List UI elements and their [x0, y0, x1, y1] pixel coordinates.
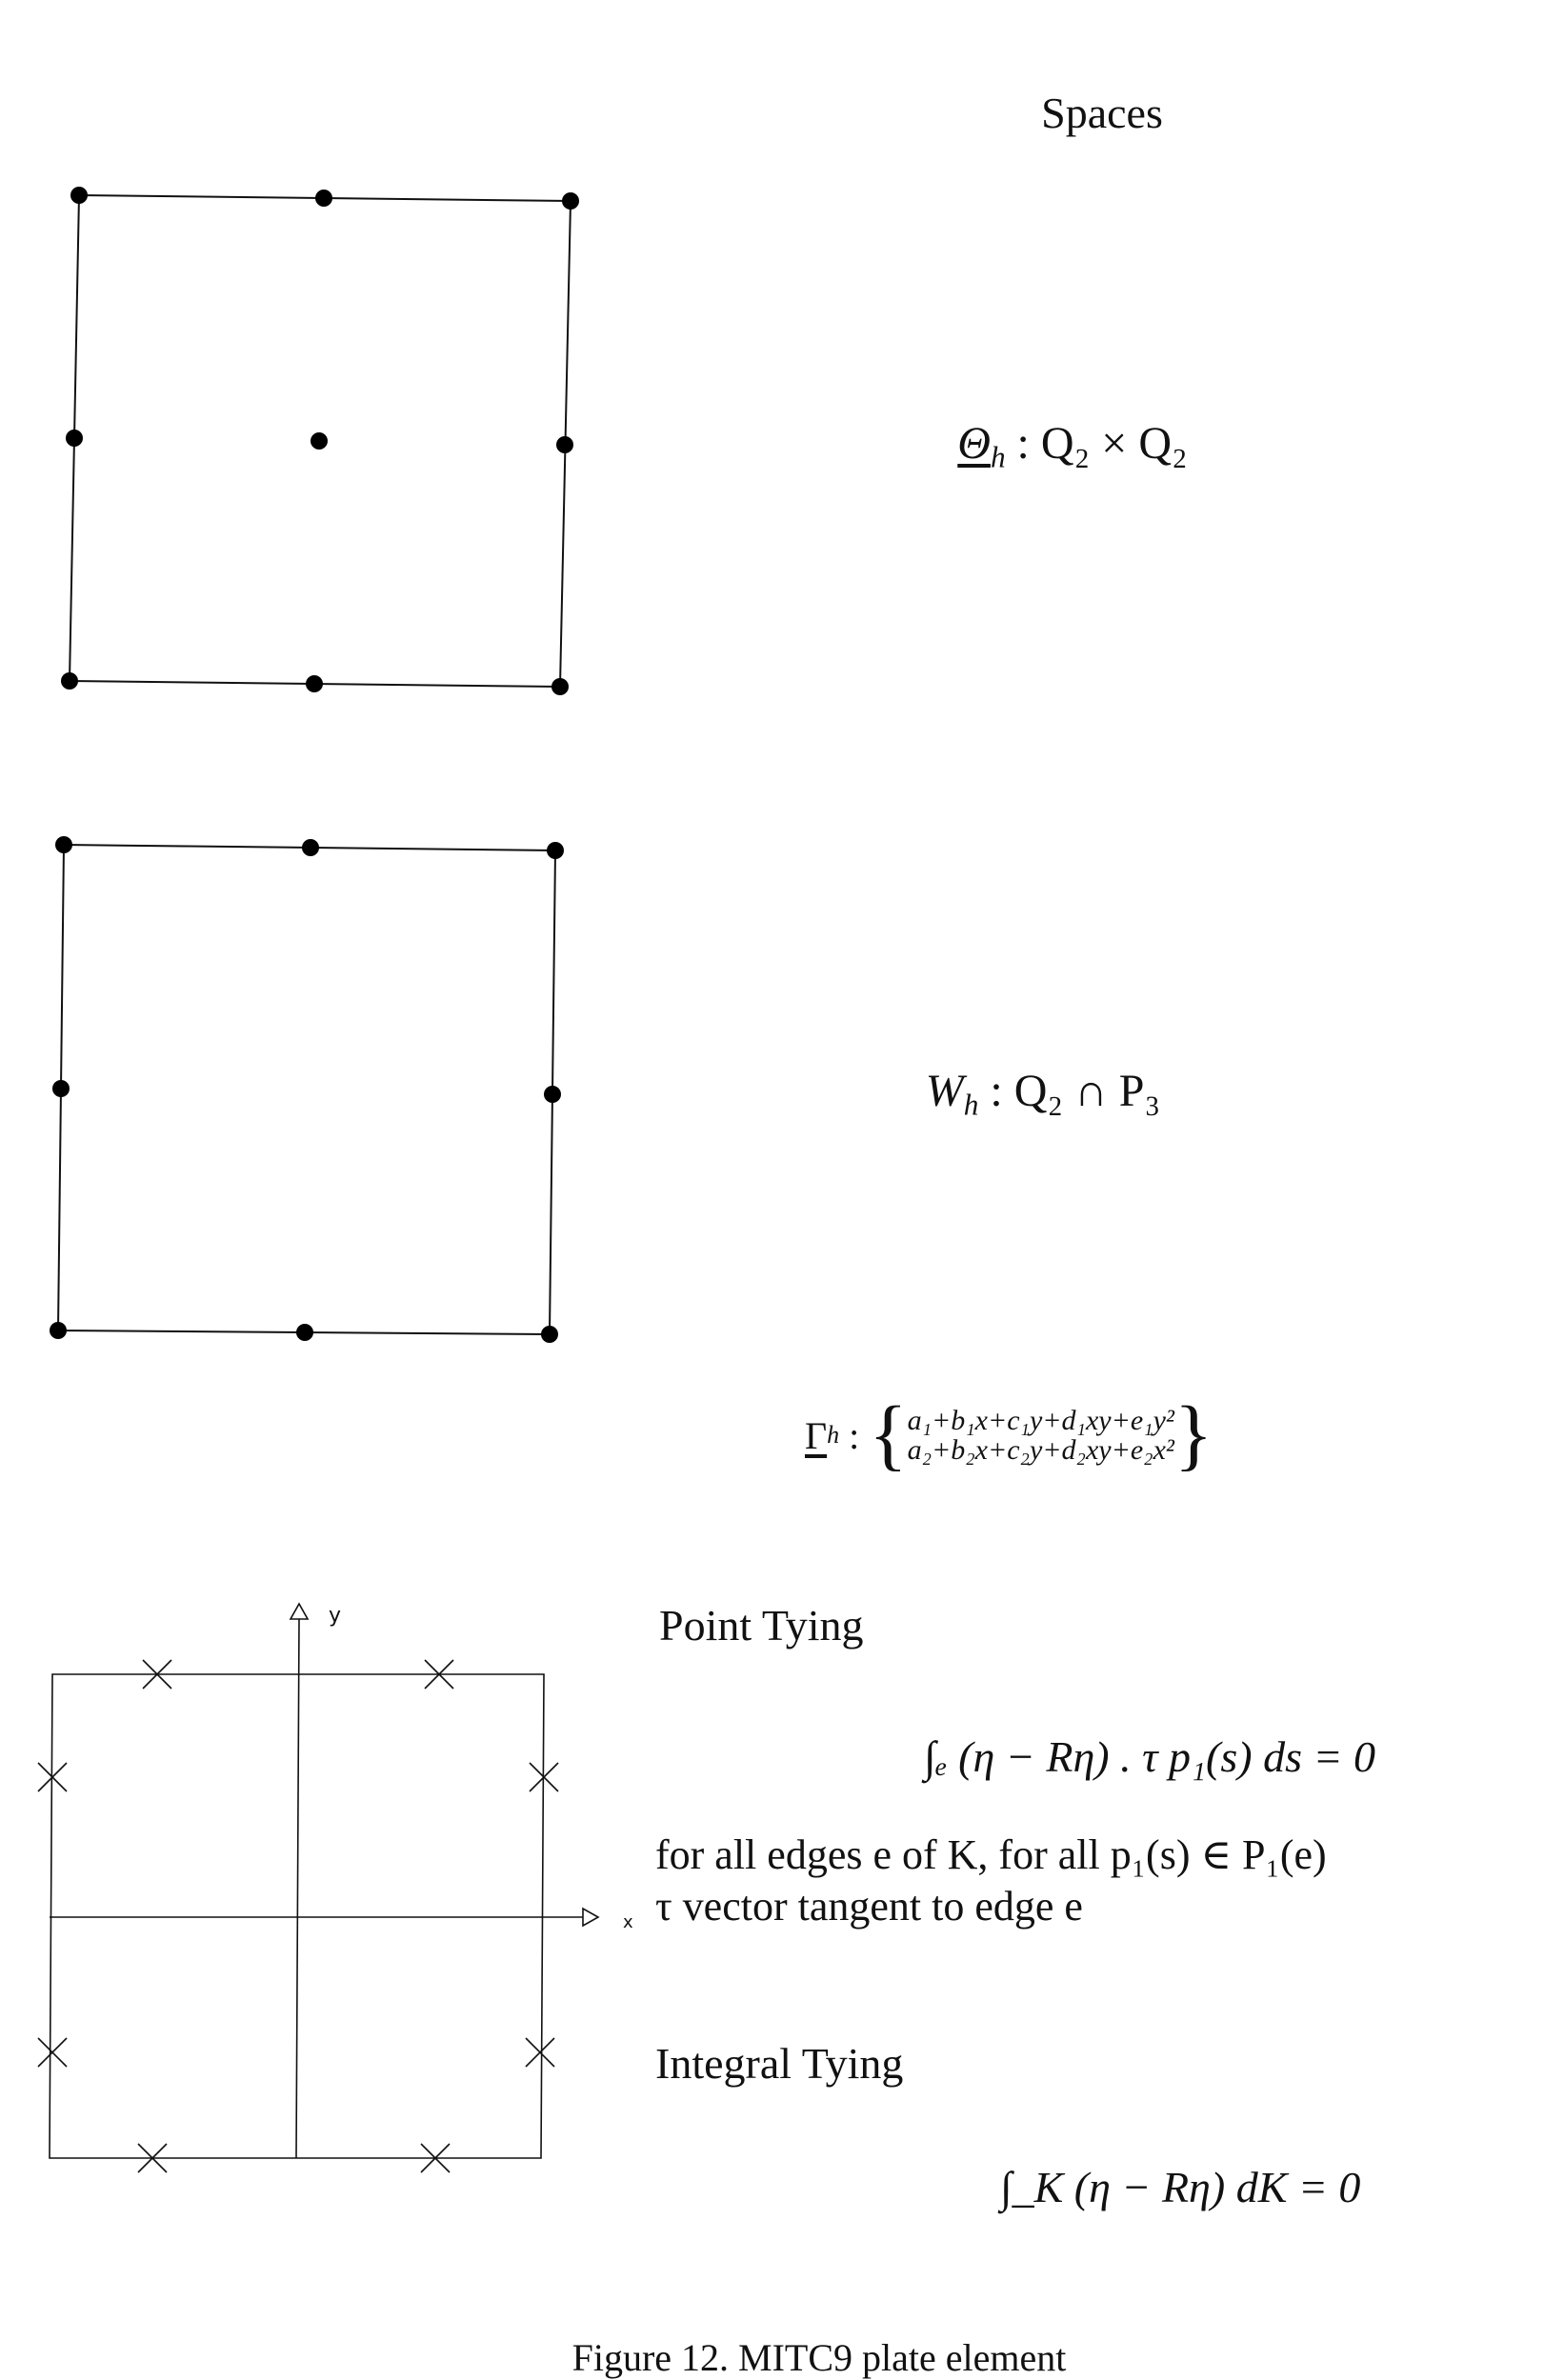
- w-nodes: [50, 836, 564, 1343]
- x-axis-label: x: [623, 1912, 633, 1932]
- spaces-heading: Spaces: [1041, 89, 1163, 137]
- point-tying-title: Point Tying: [659, 1601, 864, 1650]
- theta-nodes: [61, 187, 579, 695]
- w-element: [58, 845, 555, 1334]
- integral-tying-equation: ∫_K (η − Rη) dK = 0: [1000, 2163, 1361, 2211]
- theta-space-formula: $\Theta_h$ : Q₂ × Q₂: [957, 418, 1188, 474]
- w-space-formula: $W_h$ : Q₂ ∩ P₃: [925, 1066, 1161, 1122]
- gamma-space-formula: Γ h : { a₁+b₁x+c₁y+d₁xy+e₁y² a₂+b₂x+c₂y+d₂xy+e₂x² }: [805, 1390, 1213, 1479]
- figure-caption: Figure 12. MITC9 plate element: [571, 2336, 1067, 2379]
- integral-tying-title: Integral Tying: [655, 2039, 904, 2088]
- tangent-note: τ vector tangent to edge e: [655, 1883, 1083, 1930]
- y-axis-label: y: [329, 1604, 342, 1628]
- tying-element: [50, 1604, 598, 2158]
- point-tying-equation: ∫ₑ (η − Rη) . τ p₁(s) ds = 0: [924, 1732, 1376, 1781]
- y-axis: [296, 1619, 299, 2158]
- y-axis-arrow: [291, 1604, 308, 1619]
- point-tying-condition: for all edges e of K, for all p₁(s) ∈ P₁(e): [655, 1831, 1327, 1878]
- x-axis-arrow: [583, 1909, 598, 1926]
